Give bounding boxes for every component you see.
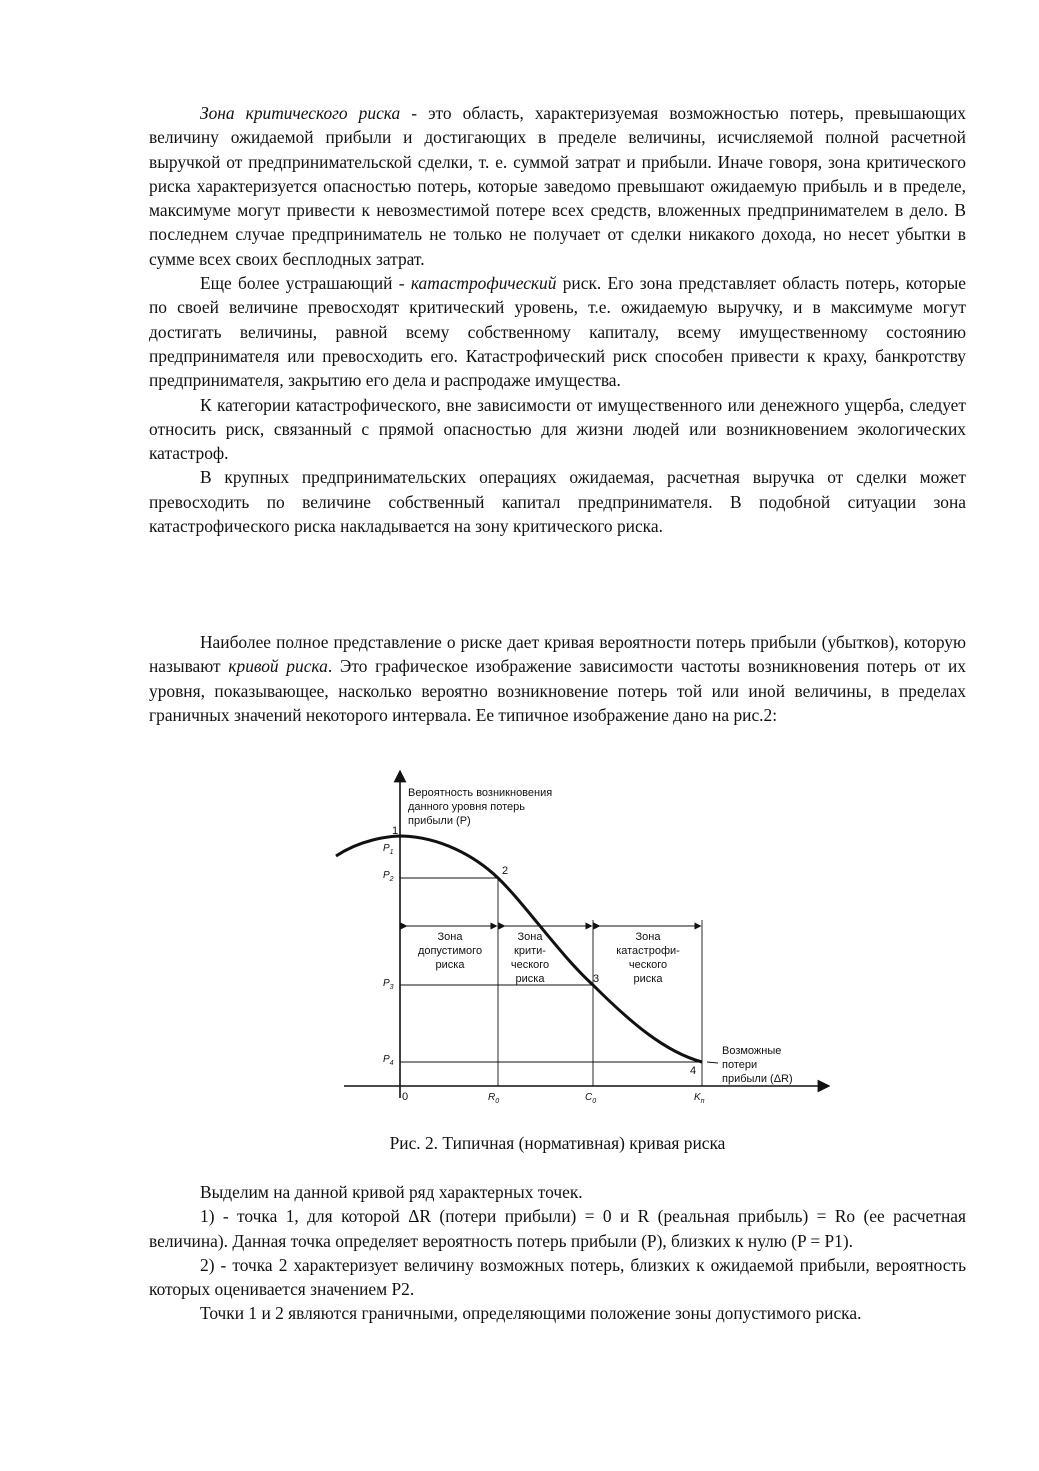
svg-text:риска: риска (515, 973, 545, 985)
paragraph-catastrophic-risk (149, 271, 966, 392)
x-axis-label-line3: прибыли (ΔR) (722, 1073, 793, 1085)
point-label-4: 4 (690, 1065, 697, 1077)
risk-curve-diagram (330, 770, 830, 1110)
paragraph-text: риск. Его зона представляет область потерь, которые по своей величине превосходят критический уровень, т.е. ожидаемую выручку, и в максимуме могут достигать величины, равной всему собственному капиталу, всему имущественному состоянию предпринимателя или превосходить его. Катастрофический риск способен привести к краху, банкротству предпринимателя, закрытию его дела и распродаже имущества. (149, 273, 967, 391)
svg-text:катастрофи-: катастрофи- (616, 945, 680, 957)
zone-acceptable-label (418, 931, 482, 971)
paragraph-point-1: 1) - точка 1, для которой ΔR (потери прибыли) = 0 и R (реальная прибыль) = Ro (ее расчетная величина). Данная точка определяет вероятность потерь прибыли (P), близких к нулю (P = P1). (149, 1206, 966, 1251)
text-block-curve (149, 630, 966, 727)
y-axis-label-line2: данного уровня потерь (408, 801, 526, 813)
x-axis-label-pointer (707, 1062, 718, 1063)
svg-text:Зона: Зона (437, 931, 463, 943)
svg-text:Зона: Зона (517, 931, 543, 943)
paragraph-points-boundary: Точки 1 и 2 являются граничными, определяющими положение зоны допустимого риска. (200, 1303, 862, 1324)
paragraph-text: - это область, характеризуемая возможностью потерь, превышающих величину ожидаемой прибыли и достигающих в пределе величины, исчисляемой полной расчетной выручкой от предпринимательской сделки, т. е. суммой затрат и прибыли. Иначе говоря, зона критического риска характеризуется опасностью потерь, которые заведомо превышают ожидаемую прибыль и в пределе, максимуме могут привести к невозместимой потере всех средств, вложенных предпринимателем в дело. В последнем случае предприниматель не только не получает от сделки никакого дохода, но несет убытки в сумме всех своих бесплодных затрат. (149, 103, 966, 269)
svg-text:ческого: ческого (510, 959, 550, 971)
term-catastrophic: катастрофический (410, 273, 557, 294)
term-critical-risk: Зона критического риска (200, 103, 401, 123)
svg-text:крити-: крити- (514, 945, 546, 957)
zone-catastrophic-label (616, 931, 680, 985)
figure-caption: Рис. 2. Типичная (нормативная) кривая риска (389, 1133, 726, 1153)
text-block-top (149, 101, 966, 538)
x-axis-label-line1: Возможные (722, 1045, 782, 1057)
paragraph-text: Еще более устрашающий - (200, 273, 411, 294)
x-tick-c0: $C_0$ (585, 1092, 597, 1105)
y-tick-p2: $P_2$ (383, 870, 394, 883)
svg-text:Зона: Зона (635, 931, 661, 943)
point-label-1: 1 (392, 825, 399, 837)
y-axis-label-line3: прибыли (P) (408, 815, 471, 827)
paragraph-text: . Это графическое изображение зависимости частоты возникновения потерь от их уровня, показывающее, насколько вероятно возникновение потерь той или иной величины, в пределах граничных значений некоторого интервала. Ее типичное изображение дано на рис.2: (149, 656, 967, 725)
svg-text:риска: риска (435, 959, 465, 971)
risk-curve-figure (330, 770, 830, 1110)
svg-text:риска: риска (633, 973, 663, 985)
point-label-3: 3 (593, 973, 600, 985)
paragraph-text: Наиболее полное представление о риске дает кривая вероятности потерь прибыли (убытков), которую называют (149, 632, 966, 677)
x-tick-kp: $K_п$ (694, 1092, 705, 1105)
text-block-bottom (149, 1180, 966, 1326)
paragraph-points-intro: Выделим на данной кривой ряд характерных точек. (200, 1182, 583, 1202)
paragraph-risk-curve (149, 630, 966, 727)
term-risk-curve: кривой риска (228, 656, 328, 677)
paragraph-critical-risk (149, 101, 966, 271)
x-tick-r0: $R_0$ (488, 1092, 500, 1105)
y-axis-label-line1: Вероятность возникновения (408, 787, 553, 799)
x-axis-label-line2: потери (722, 1059, 758, 1071)
svg-text:ческого: ческого (628, 959, 668, 971)
paragraph-large-operations: В крупных предпринимательских операциях ожидаемая, расчетная выручка от сделки может превосходить по величине собственный капитал предпринимателя. В подобной ситуации зона катастрофического риска накладывается на зону критического риска. (149, 467, 966, 537)
x-tick-0: 0 (402, 1091, 409, 1103)
point-label-2: 2 (502, 865, 509, 877)
zone-critical-label (511, 931, 549, 985)
svg-text:допустимого: допустимого (417, 945, 483, 957)
y-tick-p3: $P_3$ (383, 978, 394, 991)
y-tick-p1: $P_1$ (383, 843, 394, 856)
paragraph-catastrophic-category: К категории катастрофического, вне зависимости от имущественного или денежного ущерба, следует относить риск, связанный с прямой опасностью для жизни людей или возникновением экологических катастроф. (149, 394, 966, 464)
y-tick-p4: $P_4$ (383, 1054, 394, 1067)
paragraph-point-2: 2) - точка 2 характеризует величину возможных потерь, близких к ожидаемой прибыли, вероятность которых оценивается значением P2. (149, 1254, 966, 1300)
